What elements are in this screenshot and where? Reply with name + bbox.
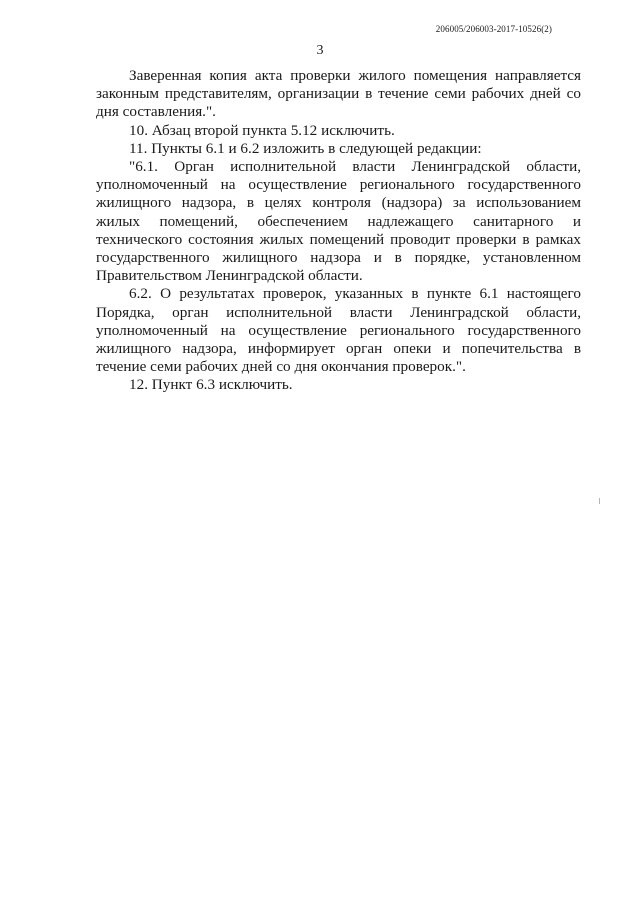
document-id: 206005/206003-2017-10526(2) (435, 24, 552, 34)
paragraph-item-12: 12. Пункт 6.3 исключить. (129, 376, 293, 394)
paragraph-item-10: 10. Абзац второй пункта 5.12 исключить. (129, 121, 395, 139)
paragraph-clause-6-2: 6.2. О результатах проверок, указанных в пункте 6.1 настоящего Порядка, орган исполнительной власти Ленинградской области, уполномоченный на осуществление регионального государственного жилищного надзора, информирует орган опеки и попечительства в течение семи рабочих дней со дня окончания проверок.". (96, 285, 581, 376)
scan-edge-mark (599, 498, 600, 504)
paragraph-certified-copy: Заверенная копия акта проверки жилого помещения направляется законным представителям, организации в течение семи рабочих дней со дня составления.". (96, 67, 581, 121)
document-body (96, 67, 581, 395)
page-number: 3 (316, 43, 324, 58)
paragraph-item-11: 11. Пункты 6.1 и 6.2 изложить в следующей редакции: (129, 139, 482, 157)
paragraph-clause-6-1: "6.1. Орган исполнительной власти Ленинградской области, уполномоченный на осуществление регионального государственного жилищного надзора, в целях контроля (надзора) за использованием жилых помещений, обеспечением надлежащего санитарного и технического состояния жилых помещений проводит проверки в рамках государственного жилищного надзора и в порядке, установленном Правительством Ленинградской области. (96, 158, 581, 285)
